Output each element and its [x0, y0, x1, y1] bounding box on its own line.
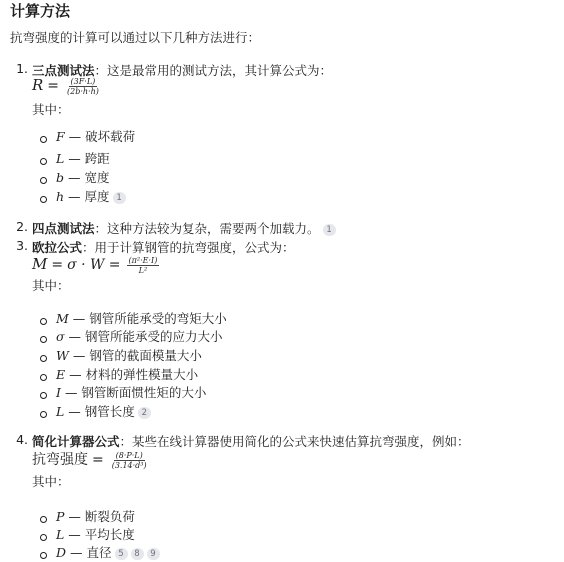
var-symbol: L [56, 151, 65, 166]
list-item [56, 383, 206, 401]
var-symbol: D [56, 545, 67, 560]
bullet-icon [40, 552, 47, 559]
bullet-icon [40, 336, 47, 343]
var-text: — 钢管所能承受的弯矩大小 [72, 311, 227, 326]
intro-text: 抗弯强度的计算可以通过以下几种方法进行： [10, 30, 261, 45]
var-symbol: L [56, 404, 65, 419]
list-item [40, 131, 47, 146]
method-heading [32, 432, 470, 450]
var-text: — 跨距 [68, 151, 110, 166]
method-name: 四点测试法 [32, 221, 95, 236]
method-name: 欧拉公式 [32, 240, 83, 255]
list-item [56, 327, 223, 345]
method-name: 简化计算器公式 [32, 434, 120, 449]
bullet-icon [40, 374, 47, 381]
formula-lhs: M [32, 255, 48, 273]
var-symbol: E [56, 367, 66, 382]
list-item [40, 369, 47, 384]
fraction-denominator: (3.14·d³) [111, 461, 147, 470]
formula-fraction [110, 451, 149, 470]
where-label: 其中： [32, 102, 70, 117]
list-item [56, 149, 110, 167]
bullet-icon [40, 411, 47, 418]
formula-eq: = [91, 452, 104, 468]
list-item [40, 191, 47, 206]
formula [32, 255, 159, 275]
var-text: — 钢管所能承受的应力大小 [68, 329, 223, 344]
bullet-icon [40, 318, 47, 325]
bullet-icon [40, 196, 47, 203]
var-symbol: M [56, 311, 69, 326]
bullet-icon [40, 534, 47, 541]
bullet-icon [40, 136, 47, 143]
list-item [40, 331, 47, 346]
method-heading [32, 238, 295, 256]
var-symbol: P [56, 509, 65, 524]
var-text: — 破坏载荷 [68, 129, 136, 144]
formula-middle: σ · W = [67, 257, 121, 273]
where-label: 其中： [32, 474, 70, 489]
citation-badge[interactable]: 8 [131, 548, 144, 560]
list-item [40, 406, 47, 421]
var-symbol: h [56, 189, 65, 204]
where-label: 其中： [32, 278, 70, 293]
list-item [40, 511, 47, 526]
list-item [56, 507, 135, 525]
fraction-numerator: (π²·E·I) [128, 256, 158, 265]
list-item [40, 153, 47, 168]
list-item [56, 187, 126, 205]
var-text: — 断裂负荷 [68, 509, 135, 524]
fraction-denominator: (2b·h·h) [67, 87, 99, 96]
var-text: — 平均长度 [68, 527, 135, 542]
var-symbol: F [56, 129, 65, 144]
fraction-numerator: (3F·L) [70, 77, 96, 86]
var-text: — 厚度 [68, 189, 110, 204]
list-number: 2. [16, 219, 28, 234]
bullet-icon [40, 516, 47, 523]
formula-fraction [65, 77, 101, 96]
method-desc: ：用于计算钢管的抗弯强度，公式为： [82, 240, 295, 255]
var-text: — 钢管长度 [68, 404, 135, 419]
method-name: 三点测试法 [32, 63, 95, 78]
fraction-denominator: L² [138, 266, 148, 275]
list-item [40, 387, 47, 402]
list-number: 1. [16, 61, 28, 76]
var-text: — 材料的弹性模量大小 [69, 367, 199, 382]
var-text: — 宽度 [68, 170, 110, 185]
var-text: — 直径 [70, 545, 112, 560]
bullet-icon [40, 392, 47, 399]
formula-lhs: R [32, 76, 44, 94]
method-heading [32, 219, 336, 237]
citation-badge[interactable]: 2 [138, 407, 151, 419]
method-desc: ：某些在线计算器使用简化的公式来快速估算抗弯强度，例如： [119, 434, 470, 449]
formula [32, 76, 101, 96]
citation-badge[interactable]: 1 [323, 224, 336, 236]
fraction-numerator: (8·P·L) [115, 451, 143, 460]
list-item [56, 525, 135, 543]
list-item [56, 346, 202, 364]
list-item [40, 529, 47, 544]
list-item [56, 309, 227, 327]
var-text: — 钢管的截面模量大小 [72, 348, 202, 363]
bullet-icon [40, 177, 47, 184]
section-title: 计算方法 [10, 2, 71, 20]
var-text: — 钢管断面惯性矩的大小 [64, 385, 207, 400]
formula-lhs: 抗弯强度 [32, 452, 88, 468]
list-item [40, 172, 47, 187]
citation-badge[interactable]: 1 [113, 192, 126, 204]
var-symbol: b [56, 170, 65, 185]
list-item [56, 543, 160, 561]
var-symbol: σ [56, 329, 65, 344]
method-desc: ：这种方法较为复杂，需要两个加载力。 [94, 221, 320, 236]
list-item [56, 127, 135, 145]
list-item [56, 402, 151, 420]
formula [32, 449, 149, 470]
bullet-icon [40, 355, 47, 362]
list-item [40, 313, 47, 328]
formula-eq: = [51, 257, 64, 273]
list-item [56, 365, 198, 383]
list-number: 3. [16, 238, 28, 253]
var-symbol: L [56, 527, 65, 542]
var-symbol: I [56, 385, 61, 400]
method-desc: ：这是最常用的测试方法，其计算公式为： [94, 63, 333, 78]
list-item [56, 168, 109, 186]
bullet-icon [40, 158, 47, 165]
list-item [40, 350, 47, 365]
citation-badge[interactable]: 5 [115, 548, 128, 560]
formula-fraction [127, 256, 160, 275]
citation-badge[interactable]: 9 [147, 548, 160, 560]
list-number: 4. [16, 432, 28, 447]
formula-eq: = [47, 78, 60, 94]
var-symbol: W [56, 348, 69, 363]
